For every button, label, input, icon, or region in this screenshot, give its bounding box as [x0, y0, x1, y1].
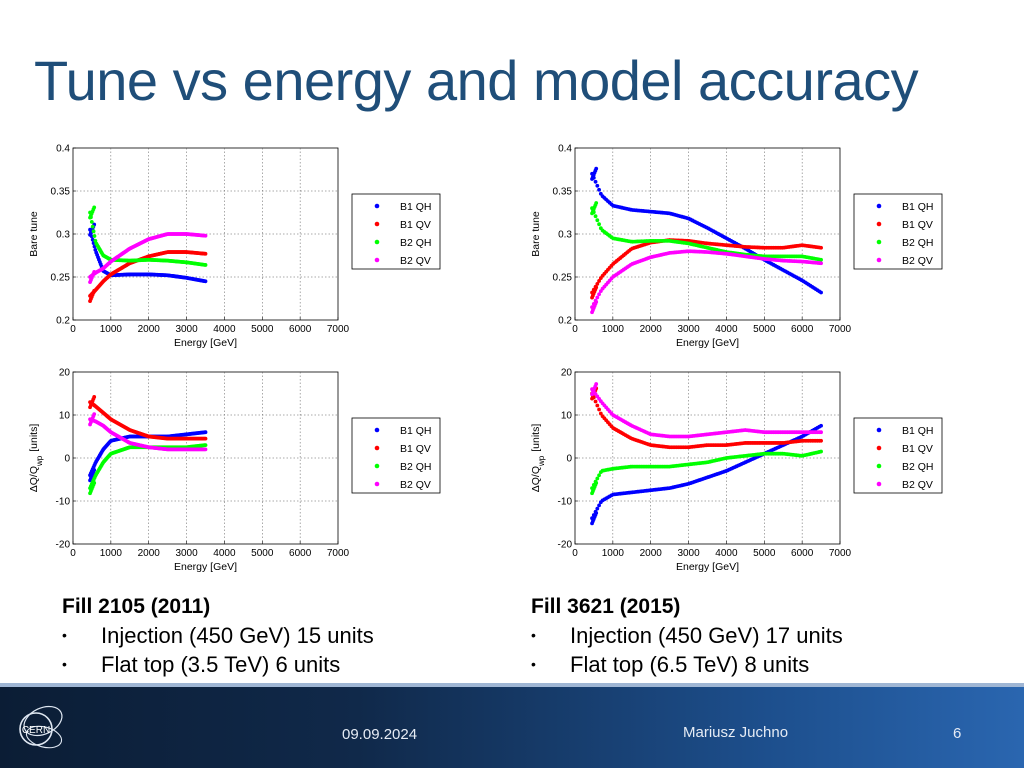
- chart-accuracy-2015: [522, 362, 952, 580]
- bullet-icon: •: [62, 627, 67, 643]
- y-tick-label: 0.2: [56, 315, 70, 327]
- y-tick-label: -10: [55, 496, 70, 508]
- x-tick-label: 6000: [791, 324, 814, 335]
- legend-label: B2 QV: [400, 255, 431, 267]
- x-tick-label: 1000: [601, 324, 624, 335]
- data-point: [597, 473, 601, 477]
- bullet-icon: •: [62, 656, 67, 672]
- chart-accuracy-2011: [20, 362, 450, 580]
- legend-label: B2 QH: [400, 461, 432, 473]
- bullet-icon: •: [531, 656, 536, 672]
- data-point: [819, 450, 823, 454]
- chart-tune-2015: [522, 138, 952, 356]
- legend-label: B1 QV: [400, 219, 431, 231]
- data-point: [204, 448, 208, 452]
- legend-marker: [375, 204, 380, 209]
- x-tick-label: 5000: [251, 324, 274, 335]
- y-tick-label: -20: [557, 539, 572, 551]
- x-tick-label: 7000: [828, 548, 852, 559]
- x-tick-label: 6000: [289, 324, 312, 335]
- logo-text: CERN: [21, 725, 51, 736]
- legend-marker: [375, 222, 380, 227]
- data-point: [595, 477, 599, 481]
- plot-area: [575, 372, 840, 544]
- y-tick-label: 0.25: [50, 272, 70, 284]
- x-tick-label: 6000: [289, 548, 312, 559]
- legend-label: B1 QH: [902, 201, 934, 213]
- legend-label: B2 QV: [400, 479, 431, 491]
- plot-area: [575, 148, 840, 320]
- data-point: [90, 220, 94, 224]
- footer-date: 09.09.2024: [342, 726, 418, 743]
- x-tick-label: 4000: [213, 548, 236, 559]
- y-tick-label: 0.3: [558, 229, 572, 241]
- x-tick-label: 3000: [677, 324, 700, 335]
- data-point: [819, 258, 823, 262]
- legend-label: B2 QH: [902, 237, 934, 249]
- data-point: [92, 395, 96, 399]
- data-point: [594, 382, 598, 386]
- data-point: [92, 229, 96, 233]
- x-axis-label: Energy [GeV]: [675, 561, 740, 573]
- y-axis-label: [28, 424, 44, 493]
- x-tick-label: 7000: [326, 324, 350, 335]
- y-tick-label: 0.25: [552, 272, 572, 284]
- x-tick-label: 0: [572, 324, 578, 335]
- chart-tune-2011: [20, 138, 450, 356]
- legend-marker: [877, 240, 882, 245]
- y-tick-label: 20: [560, 367, 572, 379]
- legend-marker: [877, 428, 882, 433]
- legend-marker: [375, 428, 380, 433]
- legend-marker: [877, 258, 882, 263]
- x-tick-label: 2000: [137, 548, 160, 559]
- legend-label: B1 QH: [400, 425, 432, 437]
- y-axis-label: Bare tune: [530, 211, 542, 257]
- x-tick-label: 1000: [99, 324, 122, 335]
- legend-marker: [877, 464, 882, 469]
- list-item: [531, 650, 843, 679]
- bullet-text: Flat top (6.5 TeV) 8 units: [570, 652, 810, 677]
- fill-bullet-list: [531, 621, 843, 679]
- bullet-icon: •: [531, 627, 536, 643]
- x-tick-label: 5000: [251, 548, 274, 559]
- legend-marker: [375, 464, 380, 469]
- data-point: [595, 184, 599, 188]
- legend-label: B1 QV: [902, 219, 933, 231]
- data-point: [92, 412, 96, 416]
- x-tick-label: 0: [572, 548, 578, 559]
- legend-label: B1 QV: [400, 443, 431, 455]
- list-item: [531, 621, 843, 650]
- x-tick-label: 5000: [753, 548, 776, 559]
- legend-marker: [375, 446, 380, 451]
- fill-summary-2011: [62, 592, 374, 679]
- x-tick-label: 0: [70, 324, 76, 335]
- legend: [854, 194, 942, 269]
- y-axis-label-subscript: wp: [34, 455, 44, 466]
- legend-label: B2 QV: [902, 479, 933, 491]
- x-tick-label: 3000: [677, 548, 700, 559]
- y-axis-label-unit: [units]: [530, 423, 542, 452]
- y-tick-label: 0.4: [558, 143, 572, 155]
- data-point: [597, 188, 601, 192]
- x-axis-label: Energy [GeV]: [173, 561, 238, 573]
- legend-marker: [375, 240, 380, 245]
- fill-heading: Fill 2105 (2011): [62, 595, 211, 618]
- data-point: [92, 481, 96, 485]
- legend-marker: [877, 446, 882, 451]
- data-point: [594, 400, 598, 404]
- legend-label: B1 QH: [902, 425, 934, 437]
- data-point: [595, 296, 599, 300]
- x-tick-label: 1000: [601, 548, 624, 559]
- list-item: [62, 650, 374, 679]
- slide-title: Tune vs energy and model accuracy: [34, 49, 919, 112]
- data-point: [204, 263, 208, 267]
- x-tick-label: 7000: [326, 548, 350, 559]
- bullet-text: Injection (450 GeV) 17 units: [570, 623, 843, 648]
- data-point: [819, 430, 823, 434]
- y-axis-label-main: ΔQ/Q: [28, 465, 40, 493]
- y-tick-label: 20: [58, 367, 70, 379]
- data-point: [595, 404, 599, 408]
- data-point: [594, 180, 598, 184]
- x-tick-label: 3000: [175, 324, 198, 335]
- data-point: [92, 270, 96, 274]
- legend-marker: [375, 482, 380, 487]
- x-tick-label: 5000: [753, 324, 776, 335]
- y-tick-label: 0.4: [56, 143, 70, 155]
- x-tick-label: 3000: [175, 548, 198, 559]
- legend-label: B1 QH: [400, 201, 432, 213]
- data-point: [594, 167, 598, 171]
- data-point: [92, 205, 96, 209]
- data-point: [597, 503, 601, 507]
- data-point: [594, 511, 598, 515]
- data-point: [819, 261, 823, 265]
- x-axis-label: Energy [GeV]: [173, 337, 238, 349]
- y-tick-label: 0.35: [50, 186, 70, 198]
- legend-label: B2 QH: [400, 237, 432, 249]
- data-point: [597, 408, 601, 412]
- plot-area: [73, 148, 338, 320]
- x-tick-label: 1000: [99, 548, 122, 559]
- y-axis-label: Bare tune: [28, 211, 40, 257]
- page-number: 6: [953, 725, 962, 742]
- y-tick-label: 0: [64, 453, 70, 465]
- data-point: [204, 252, 208, 256]
- y-tick-label: 0.3: [56, 229, 70, 241]
- y-tick-label: -20: [55, 539, 70, 551]
- legend-label: B2 QH: [902, 461, 934, 473]
- x-tick-label: 4000: [715, 324, 738, 335]
- legend: [352, 194, 440, 269]
- y-tick-label: 10: [560, 410, 572, 422]
- data-point: [92, 468, 96, 472]
- legend-marker: [375, 258, 380, 263]
- y-axis-label-unit: [units]: [28, 423, 40, 452]
- x-axis-label: Energy [GeV]: [675, 337, 740, 349]
- y-axis-label: [530, 424, 546, 493]
- fill-bullet-list: [62, 621, 374, 679]
- data-point: [204, 437, 208, 441]
- legend: [352, 418, 440, 493]
- data-point: [92, 289, 96, 293]
- legend-label: B1 QV: [902, 443, 933, 455]
- legend-marker: [877, 204, 882, 209]
- data-point: [594, 300, 598, 304]
- data-point: [91, 225, 95, 229]
- data-point: [594, 201, 598, 205]
- y-tick-label: 0.2: [558, 315, 572, 327]
- data-point: [819, 291, 823, 295]
- fill-heading: Fill 3621 (2015): [531, 595, 681, 618]
- data-point: [597, 222, 601, 226]
- footer-bar: [0, 687, 1024, 768]
- data-point: [819, 439, 823, 443]
- plot-area: [73, 372, 338, 544]
- x-tick-label: 2000: [639, 324, 662, 335]
- data-point: [93, 234, 97, 238]
- data-point: [595, 507, 599, 511]
- x-tick-label: 7000: [828, 324, 852, 335]
- bullet-text: Injection (450 GeV) 15 units: [101, 623, 374, 648]
- fill-summary-2015: [531, 592, 843, 679]
- data-point: [204, 430, 208, 434]
- data-point: [204, 279, 208, 283]
- x-tick-label: 6000: [791, 548, 814, 559]
- y-tick-label: 0.35: [552, 186, 572, 198]
- x-tick-label: 4000: [213, 324, 236, 335]
- footer-author: Mariusz Juchno: [683, 724, 789, 741]
- x-tick-label: 2000: [639, 548, 662, 559]
- data-point: [594, 285, 598, 289]
- data-point: [819, 424, 823, 428]
- legend-label: B2 QV: [902, 255, 933, 267]
- y-tick-label: -10: [557, 496, 572, 508]
- cern-logo-icon: [8, 699, 68, 759]
- y-tick-label: 0: [566, 453, 572, 465]
- bullet-text: Flat top (3.5 TeV) 6 units: [101, 652, 341, 677]
- list-item: [62, 621, 374, 650]
- y-axis-label-subscript: wp: [536, 455, 546, 466]
- data-point: [819, 246, 823, 250]
- x-tick-label: 0: [70, 548, 76, 559]
- x-tick-label: 2000: [137, 324, 160, 335]
- x-tick-label: 4000: [715, 548, 738, 559]
- y-tick-label: 10: [58, 410, 70, 422]
- data-point: [204, 234, 208, 238]
- legend-marker: [877, 222, 882, 227]
- y-axis-label-main: ΔQ/Q: [530, 465, 542, 493]
- data-point: [204, 443, 208, 447]
- legend: [854, 418, 942, 493]
- data-point: [597, 292, 601, 296]
- legend-marker: [877, 482, 882, 487]
- data-point: [594, 214, 598, 218]
- data-point: [595, 218, 599, 222]
- data-point: [594, 481, 598, 485]
